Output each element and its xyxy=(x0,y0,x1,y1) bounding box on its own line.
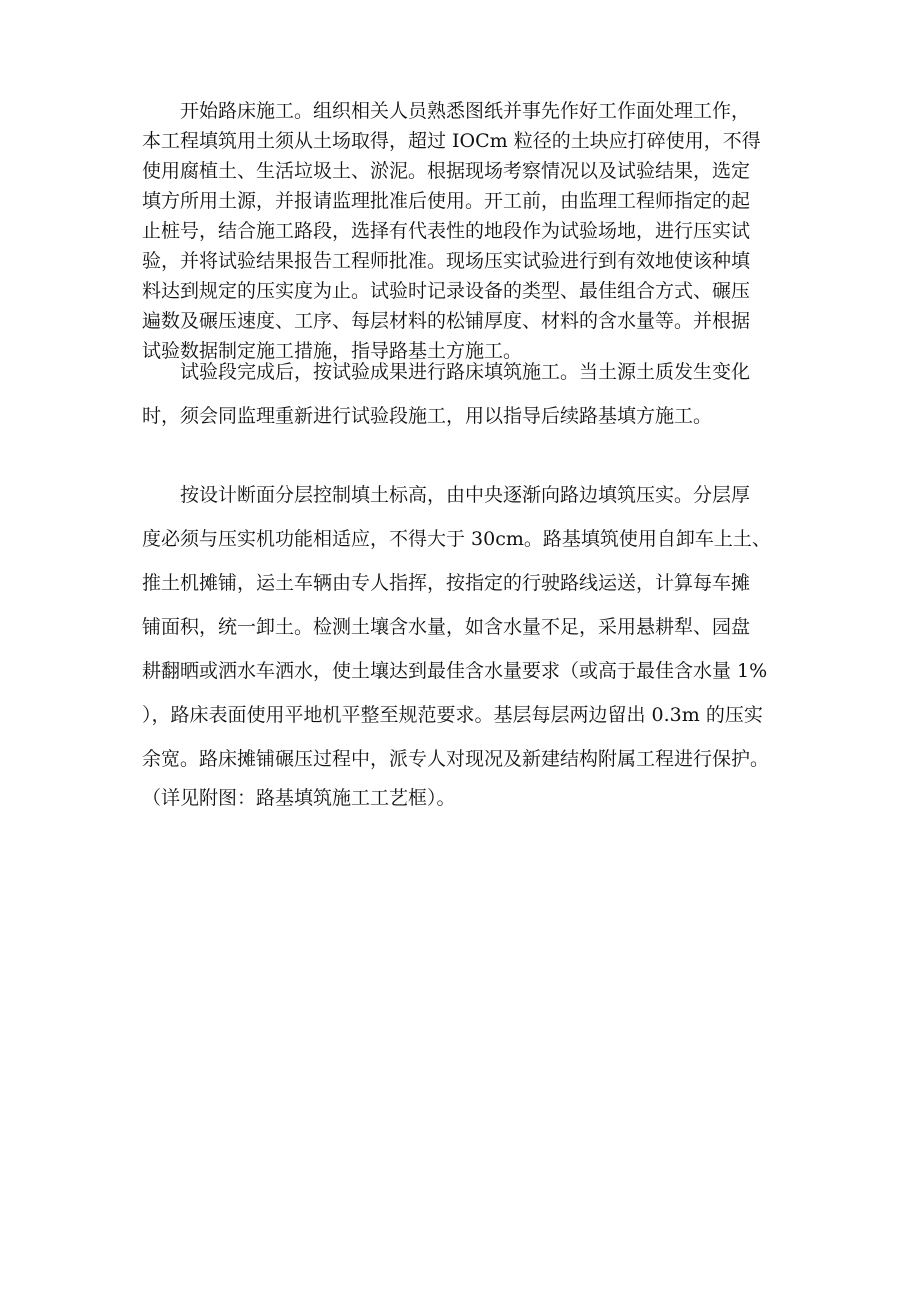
paragraph-layered-fill xyxy=(142,473,782,781)
text-line: 料达到规定的压实度为止。试验时记录设备的类型、最佳组合方式、碾压 xyxy=(142,280,751,302)
text-line: 试验段完成后，按试验成果进行路床填筑施工。当土源土质发生变化 xyxy=(142,361,751,383)
text-line: 耕翻晒或洒水车洒水，使土壤达到最佳含水量要求（或高于最佳含水量 1% xyxy=(142,660,768,682)
text-line: 余宽。路床摊铺碾压过程中，派专人对现况及新建结构附属工程进行保护。 xyxy=(142,748,770,770)
text-line: ），路床表面使用平地机平整至规范要求。基层每层两边留出 0.3m 的压实 xyxy=(142,704,763,726)
text-line: 试验数据制定施工措施，指导路基土方施工。 xyxy=(142,340,523,362)
text-line: 本工程填筑用土须从土场取得，超过 IOCm 粒径的土块应打碎使用，不得 xyxy=(142,130,761,152)
text-line: 度必须与压实机功能相适应，不得大于 30cm。路基填筑使用自卸车上土、 xyxy=(142,528,771,550)
text-line: 填方所用土源，并报请监理批准后使用。开工前，由监理工程师指定的起 xyxy=(142,190,751,212)
text-line: 遍数及碾压速度、工序、每层材料的松铺厚度、材料的含水量等。并根据 xyxy=(142,310,751,332)
paragraph-trial-section xyxy=(142,350,782,438)
text-line: 铺面积，统一卸土。检测土壤含水量，如含水量不足，采用悬耕犁、园盘 xyxy=(142,616,751,638)
text-line: 按设计断面分层控制填土标高，由中央逐渐向路边填筑压实。分层厚 xyxy=(142,484,751,506)
text-line: 验，并将试验结果报告工程师批准。现场压实试验进行到有效地使该种填 xyxy=(142,250,751,272)
text-line: 使用腐植土、生活垃圾土、淤泥。根据现场考察情况以及试验结果，选定 xyxy=(142,160,751,182)
paragraph-subgrade-start xyxy=(142,96,782,366)
text-line: 止桩号，结合施工路段，选择有代表性的地段作为试验场地，进行压实试 xyxy=(142,220,751,242)
text-line: （详见附图：路基填筑施工工艺框）。 xyxy=(142,787,456,809)
text-line: 推土机摊铺，运土车辆由专人指挥，按指定的行驶路线运送，计算每车摊 xyxy=(142,572,751,594)
text-line: 开始路床施工。组织相关人员熟悉图纸并事先作好工作面处理工作， xyxy=(142,100,751,122)
paragraph-figure-reference xyxy=(142,780,782,816)
text-line: 时，须会同监理重新进行试验段施工，用以指导后续路基填方施工。 xyxy=(142,405,713,427)
